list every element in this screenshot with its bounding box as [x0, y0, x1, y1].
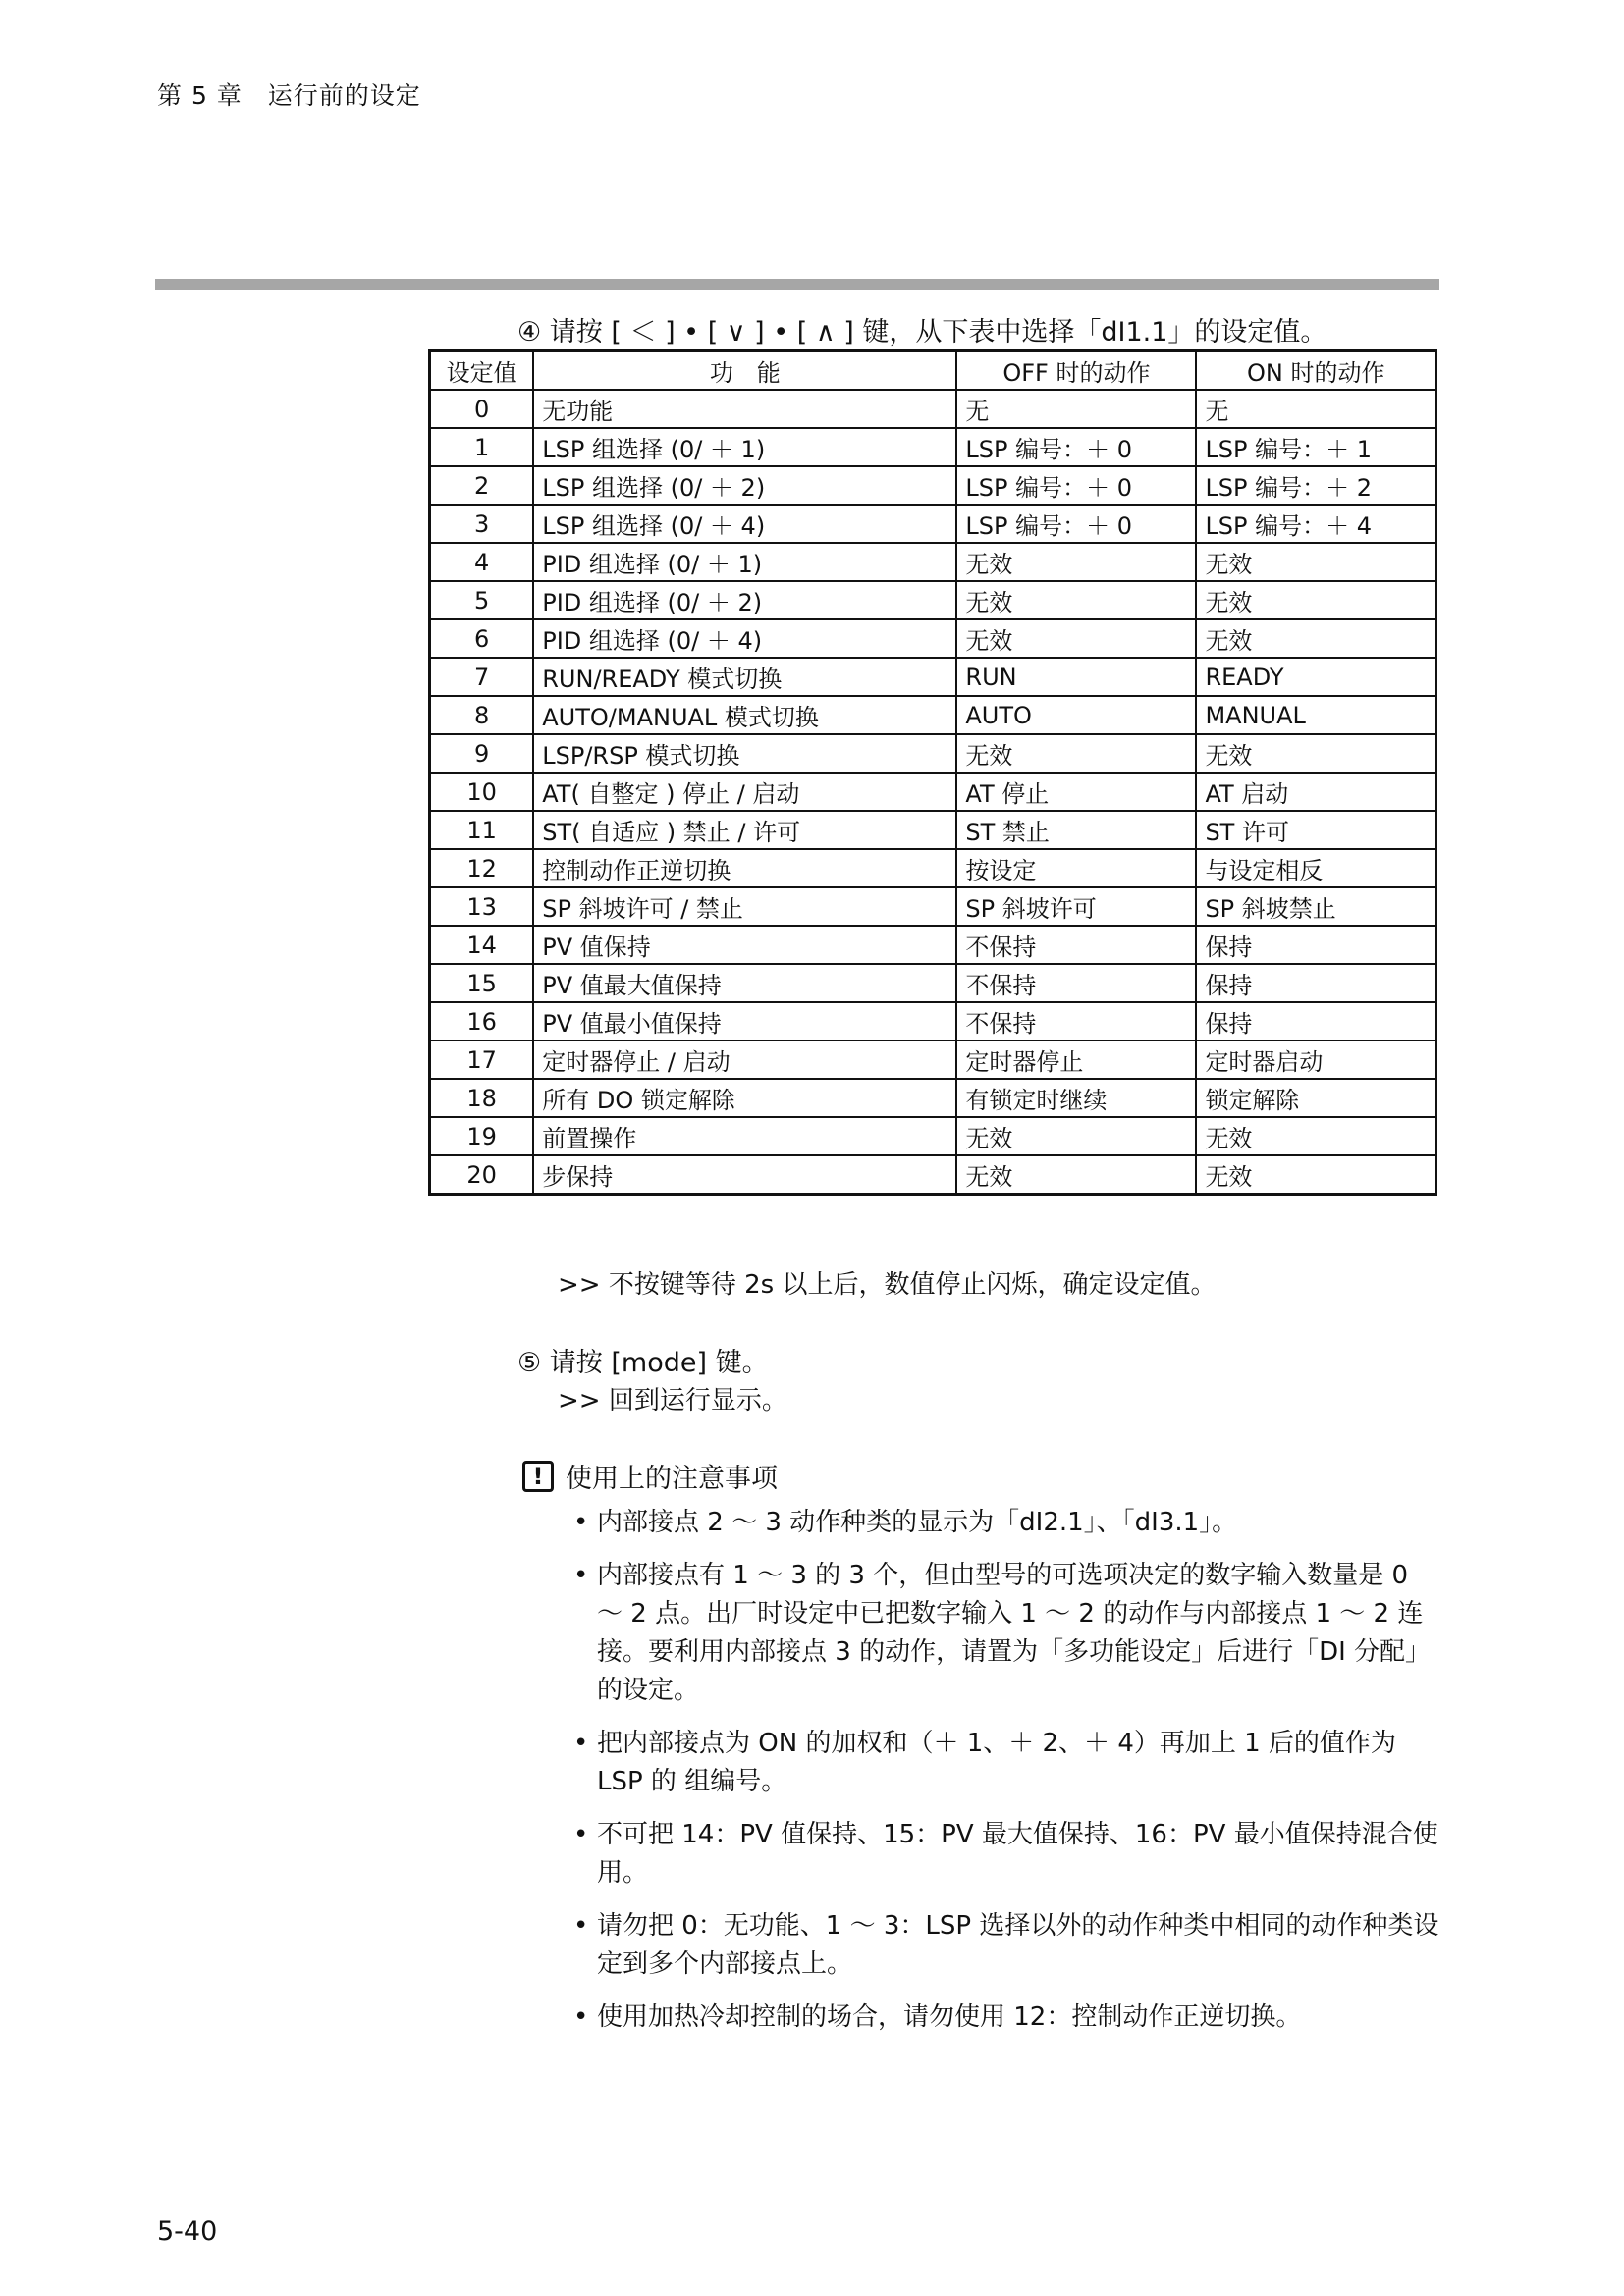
off-action-cell: 定时器停止 [956, 1041, 1196, 1079]
on-action-cell: 无效 [1196, 1117, 1435, 1155]
table-header-row [430, 351, 1436, 391]
table-row [430, 1155, 1436, 1195]
table-row [430, 926, 1436, 964]
on-action-cell: 保持 [1196, 964, 1435, 1002]
on-action-cell: 保持 [1196, 926, 1435, 964]
table-row [430, 734, 1436, 773]
list-item: • 使用加热冷却控制的场合，请勿使用 12：控制动作正逆切换。 [573, 1999, 1441, 2037]
setting-value-cell: 12 [430, 849, 534, 887]
off-action-cell: AT 停止 [956, 773, 1196, 811]
header-on-action: ON 时的动作 [1196, 351, 1435, 391]
setting-value-cell: 14 [430, 926, 534, 964]
table-row [430, 811, 1436, 849]
off-action-cell: 不保持 [956, 926, 1196, 964]
on-action-cell: 与设定相反 [1196, 849, 1435, 887]
table-row [430, 390, 1436, 428]
off-action-cell: 按设定 [956, 849, 1196, 887]
function-cell: AUTO/MANUAL 模式切换 [533, 696, 956, 734]
function-cell: SP 斜坡许可 / 禁止 [533, 887, 956, 926]
table-row [430, 658, 1436, 696]
off-action-cell: 不保持 [956, 964, 1196, 1002]
function-cell: RUN/READY 模式切换 [533, 658, 956, 696]
function-cell: 控制动作正逆切换 [533, 849, 956, 887]
function-cell: PID 组选择 (0/ ＋ 2) [533, 581, 956, 619]
function-cell: AT( 自整定 ) 停止 / 启动 [533, 773, 956, 811]
setting-value-cell: 19 [430, 1117, 534, 1155]
function-cell: 步保持 [533, 1155, 956, 1195]
table-body [430, 390, 1436, 1195]
setting-value-cell: 11 [430, 811, 534, 849]
caution-title: 使用上的注意事项 [566, 1464, 778, 1494]
off-action-cell: 有锁定时继续 [956, 1079, 1196, 1117]
list-item: • 内部接点有 1 ～ 3 的 3 个，但由型号的可选项决定的数字输入数量是 0 ～ 2 点。出厂时设定中已把数字输入 1 ～ 2 的动作与内部接点 1 ～ 2 连接。要利用内部接点 3 的动作，请置为「多功能设定」后进行「DI 分配」的设定。 [573, 1557, 1441, 1710]
step-4-instruction: ④ 请按 [ ＜ ] • [ ∨ ] • [ ∧ ] 键，从下表中选择「dI1.1」的设定值。 [517, 317, 1327, 347]
on-action-cell: 无效 [1196, 581, 1435, 619]
table-row [430, 505, 1436, 543]
section-divider [155, 279, 1439, 290]
off-action-cell: 无效 [956, 581, 1196, 619]
header-function: 功 能 [533, 351, 956, 391]
on-action-cell: 无效 [1196, 543, 1435, 581]
list-item: • 请勿把 0：无功能、1 ～ 3：LSP 选择以外的动作种类中相同的动作种类设定到多个内部接点上。 [573, 1907, 1441, 1984]
caution-list [573, 1504, 1441, 2052]
setting-value-cell: 18 [430, 1079, 534, 1117]
table-row [430, 849, 1436, 887]
on-action-cell: LSP 编号：＋ 4 [1196, 505, 1435, 543]
table-row [430, 887, 1436, 926]
on-action-cell: 锁定解除 [1196, 1079, 1435, 1117]
function-cell: PV 值最小值保持 [533, 1002, 956, 1041]
setting-value-cell: 7 [430, 658, 534, 696]
function-cell: LSP 组选择 (0/ ＋ 4) [533, 505, 956, 543]
table-row [430, 773, 1436, 811]
function-cell: PV 值保持 [533, 926, 956, 964]
chapter-header: 第 5 章 运行前的设定 [157, 81, 421, 110]
table-row [430, 1041, 1436, 1079]
off-action-cell: 无效 [956, 543, 1196, 581]
setting-value-cell: 15 [430, 964, 534, 1002]
off-action-cell: SP 斜坡许可 [956, 887, 1196, 926]
function-cell: PID 组选择 (0/ ＋ 1) [533, 543, 956, 581]
on-action-cell: SP 斜坡禁止 [1196, 887, 1435, 926]
caution-heading [522, 1457, 778, 1495]
function-cell: PID 组选择 (0/ ＋ 4) [533, 619, 956, 658]
list-item: • 内部接点 2 ～ 3 动作种类的显示为「dI2.1」、「dI3.1」。 [573, 1504, 1441, 1542]
setting-value-cell: 17 [430, 1041, 534, 1079]
off-action-cell: 无效 [956, 1155, 1196, 1195]
on-action-cell: 无效 [1196, 1155, 1435, 1195]
header-off-action: OFF 时的动作 [956, 351, 1196, 391]
setting-value-cell: 20 [430, 1155, 534, 1195]
on-action-cell: READY [1196, 658, 1435, 696]
off-action-cell: ST 禁止 [956, 811, 1196, 849]
setting-value-cell: 4 [430, 543, 534, 581]
on-action-cell: AT 启动 [1196, 773, 1435, 811]
off-action-cell: LSP 编号：＋ 0 [956, 505, 1196, 543]
off-action-cell: LSP 编号：＋ 0 [956, 428, 1196, 466]
table-row [430, 696, 1436, 734]
function-cell: 所有 DO 锁定解除 [533, 1079, 956, 1117]
table-row [430, 543, 1436, 581]
function-cell: LSP 组选择 (0/ ＋ 2) [533, 466, 956, 505]
setting-value-cell: 3 [430, 505, 534, 543]
on-action-cell: 保持 [1196, 1002, 1435, 1041]
on-action-cell: 无 [1196, 390, 1435, 428]
function-cell: LSP 组选择 (0/ ＋ 1) [533, 428, 956, 466]
table-row [430, 466, 1436, 505]
on-action-cell: ST 许可 [1196, 811, 1435, 849]
off-action-cell: 无效 [956, 1117, 1196, 1155]
function-cell: 前置操作 [533, 1117, 956, 1155]
off-action-cell: LSP 编号：＋ 0 [956, 466, 1196, 505]
step-5-instruction: ⑤ 请按 [mode] 键。 [517, 1348, 769, 1378]
on-action-cell: LSP 编号：＋ 1 [1196, 428, 1435, 466]
header-setting-value: 设定值 [430, 351, 534, 391]
page-number: 5-40 [157, 2216, 218, 2247]
table-row [430, 1117, 1436, 1155]
table-row [430, 964, 1436, 1002]
step-5-result: >> 回到运行显示。 [558, 1386, 787, 1415]
setting-value-cell: 6 [430, 619, 534, 658]
setting-value-cell: 16 [430, 1002, 534, 1041]
setting-value-cell: 5 [430, 581, 534, 619]
function-cell: PV 值最大值保持 [533, 964, 956, 1002]
function-cell: 无功能 [533, 390, 956, 428]
setting-value-cell: 13 [430, 887, 534, 926]
setting-value-cell: 10 [430, 773, 534, 811]
off-action-cell: AUTO [956, 696, 1196, 734]
function-cell: ST( 自适应 ) 禁止 / 许可 [533, 811, 956, 849]
function-cell: LSP/RSP 模式切换 [533, 734, 956, 773]
off-action-cell: 无效 [956, 734, 1196, 773]
exclamation-box-icon: ! [522, 1461, 554, 1492]
function-cell: 定时器停止 / 启动 [533, 1041, 956, 1079]
table-row [430, 428, 1436, 466]
off-action-cell: 无效 [956, 619, 1196, 658]
on-action-cell: LSP 编号：＋ 2 [1196, 466, 1435, 505]
setting-value-cell: 2 [430, 466, 534, 505]
off-action-cell: 无 [956, 390, 1196, 428]
setting-value-cell: 9 [430, 734, 534, 773]
list-item: • 把内部接点为 ON 的加权和（＋ 1、＋ 2、＋ 4）再加上 1 后的值作为 LSP 的 组编号。 [573, 1725, 1441, 1801]
table-row [430, 581, 1436, 619]
setting-value-cell: 8 [430, 696, 534, 734]
off-action-cell: 不保持 [956, 1002, 1196, 1041]
di-settings-table [428, 349, 1437, 1196]
table-row [430, 619, 1436, 658]
on-action-cell: MANUAL [1196, 696, 1435, 734]
confirm-note: >> 不按键等待 2s 以上后，数值停止闪烁，确定设定值。 [558, 1270, 1217, 1300]
on-action-cell: 定时器启动 [1196, 1041, 1435, 1079]
table-row [430, 1002, 1436, 1041]
table-row [430, 1079, 1436, 1117]
list-item: • 不可把 14：PV 值保持、15：PV 最大值保持、16：PV 最小值保持混合使用。 [573, 1816, 1441, 1893]
setting-value-cell: 0 [430, 390, 534, 428]
on-action-cell: 无效 [1196, 734, 1435, 773]
setting-value-cell: 1 [430, 428, 534, 466]
off-action-cell: RUN [956, 658, 1196, 696]
on-action-cell: 无效 [1196, 619, 1435, 658]
